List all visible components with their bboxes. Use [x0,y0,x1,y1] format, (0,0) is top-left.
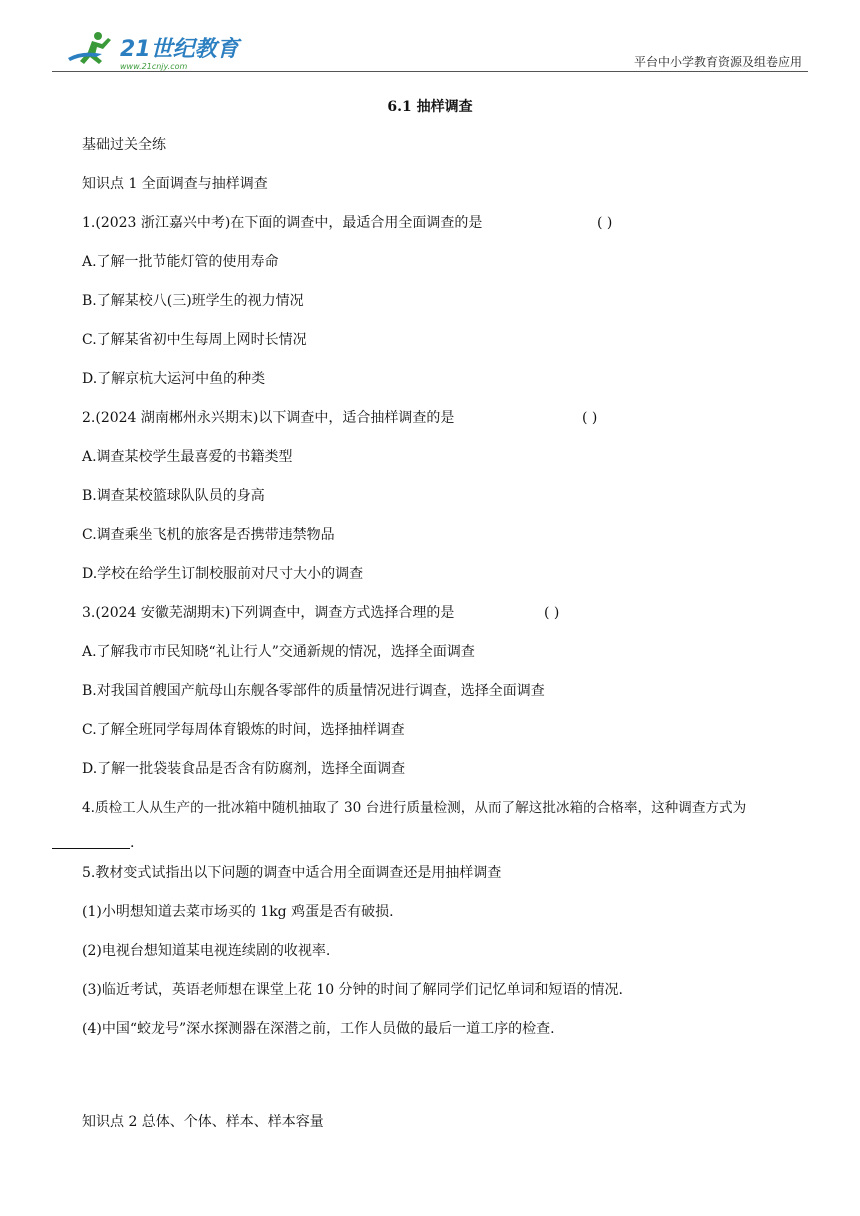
question-5-part-4: (4)中国“蛟龙号”深水探测器在深潜之前，工作人员做的最后一道工序的检查. [82,1021,555,1037]
logo [62,28,242,72]
question-2-option-a: A.调查某校学生最喜爱的书籍类型 [82,449,293,465]
question-2-option-b: B.调查某校篮球队队员的身高 [82,488,265,504]
question-3-option-b: B.对我国首艘国产航母山东舰各零部件的质量情况进行调查，选择全面调查 [82,683,545,699]
question-3-answer-paren: ( ) [544,605,560,621]
question-3-option-d: D.了解一批袋装食品是否含有防腐剂，选择全面调查 [82,761,406,777]
question-3-stem: 3.(2024 安徽芜湖期末)下列调查中，调查方式选择合理的是 [82,605,455,621]
question-4-answer-blank [52,838,130,849]
knowledge-point-2: 知识点 2 总体、个体、样本、样本容量 [82,1114,324,1130]
question-1-stem: 1.(2023 浙江嘉兴中考)在下面的调查中，最适合用全面调查的是 [82,215,483,231]
question-1-option-c: C.了解某省初中生每周上网时长情况 [82,332,307,348]
question-1-option-a: A.了解一批节能灯管的使用寿命 [82,254,279,270]
question-3-option-a: A.了解我市市民知晓“礼让行人”交通新规的情况，选择全面调查 [82,644,475,660]
question-1-option-b: B.了解某校八(三)班学生的视力情况 [82,293,304,309]
question-5-part-3: (3)临近考试，英语老师想在课堂上花 10 分钟的时间了解同学们记忆单词和短语的情况. [82,982,623,998]
question-3-option-c: C.了解全班同学每周体育锻炼的时间，选择抽样调查 [82,722,405,738]
question-2-answer-paren: ( ) [582,410,598,426]
question-4-stem: 4.质检工人从生产的一批冰箱中随机抽取了 30 台进行质量检测，从而了解这批冰箱的合格率，这种调查方式为 [82,800,747,816]
question-2-stem: 2.(2024 湖南郴州永兴期末)以下调查中，适合抽样调查的是 [82,410,455,426]
question-5-part-2: (2)电视台想知道某电视连续剧的收视率. [82,943,331,959]
logo-main-text: 21世纪教育 [120,37,239,62]
question-1-option-d: D.了解京杭大运河中鱼的种类 [82,371,266,387]
question-2-option-c: C.调查乘坐飞机的旅客是否携带违禁物品 [82,527,335,543]
knowledge-point-1: 知识点 1 全面调查与抽样调查 [82,176,268,192]
header-divider [52,71,808,72]
question-5-stem: 5.教材变式试指出以下问题的调查中适合用全面调查还是用抽样调查 [82,865,502,881]
question-5-part-1: (1)小明想知道去菜市场买的 1kg 鸡蛋是否有破损. [82,904,394,920]
question-2-option-d: D.学校在给学生订制校服前对尺寸大小的调查 [82,566,364,582]
page-title: 6.1 抽样调查 [387,99,473,115]
section-heading: 基础过关全练 [82,137,166,153]
question-1-answer-paren: ( ) [597,215,613,231]
header-right-text: 平台中小学教育资源及组卷应用 [633,55,802,69]
runner-icon [68,32,111,64]
question-4-end-mark: . [130,835,135,851]
page-header [52,28,808,74]
logo-sub-text: www.21cnjy.com [120,62,188,71]
